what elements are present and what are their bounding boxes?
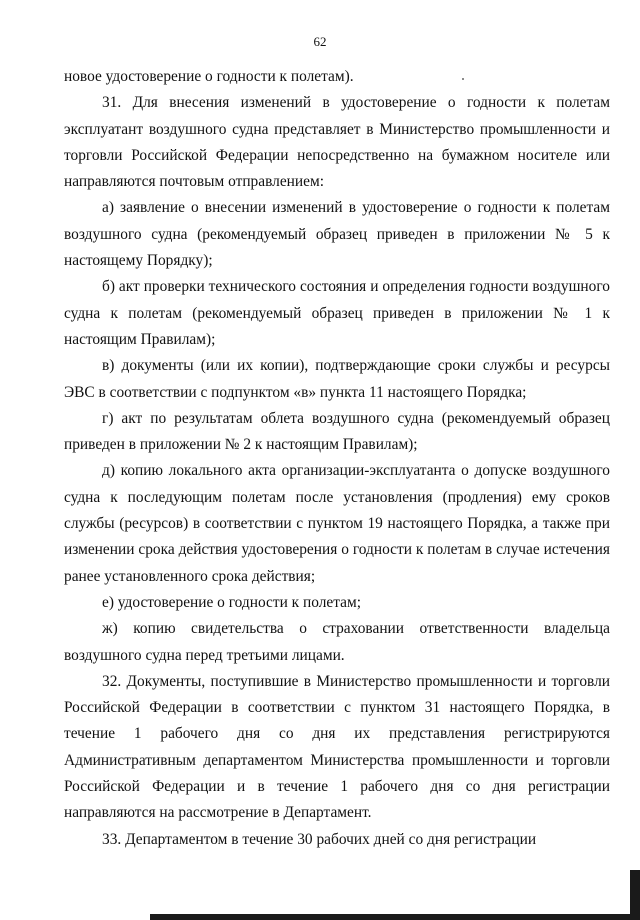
list-item-g: г) акт по результатам облета воздушного судна (рекомендуемый образец приведен в приложении № 2 к настоящим Правилам); — [64, 409, 610, 454]
page-number: 62 — [313, 34, 327, 49]
list-item-v: в) документы (или их копии), подтверждающие сроки службы и ресурсы ЭВС в соответствии с подпунктом «в» пункта 11 настоящего Порядка; — [64, 357, 610, 401]
list-item-d: д) копию локального акта организации-эксплуатанта о допуске воздушного судна к последующим полетам после установления (продления) ему сроков службы (ресурсов) в соответствии с пунктом 19 настоящего Порядка, а также при изменении срока действия удостоверения о годности к полетам в случае истечения ранее установленного срока действия; — [64, 462, 610, 585]
list-item-zh: ж) копию свидетельства о страховании ответственности владельца воздушного судна перед третьими лицами. — [64, 620, 610, 664]
paragraph-continuation: новое удостоверение о годности к полетам). — [64, 68, 354, 85]
paragraph-31: 31. Для внесения изменений в удостоверение о годности к полетам эксплуатант воздушного судна представляет в Министерство промышленности и торговли Российской Федерации непосредственно на бумажном носителе или направляются почтовым отправлением: — [64, 94, 610, 191]
scan-speck — [462, 78, 464, 80]
document-body — [64, 64, 610, 853]
list-item-e: е) удостоверение о годности к полетам; — [102, 593, 362, 611]
scan-shadow-bottom — [150, 914, 640, 920]
paragraph-33: 33. Департаментом в течение 30 рабочих дней со дня регистрации — [102, 830, 537, 848]
paragraph-32: 32. Документы, поступившие в Министерство промышленности и торговли Российской Федерации в соответствии с пунктом 31 настоящего Порядка, в течение 1 рабочего дня со дня их представления регистрируются Административным департаментом Министерства промышленности и торговли Российской Федерации и в течение 1 рабочего дня со дня регистрации направляются на рассмотрение в Департамент. — [64, 672, 610, 822]
scan-shadow-right — [630, 870, 640, 920]
list-item-b: б) акт проверки технического состояния и определения годности воздушного судна к полетам (рекомендуемый образец приведен в приложении № 1 к настоящим Правилам); — [64, 278, 610, 348]
list-item-a: а) заявление о внесении изменений в удостоверение о годности к полетам воздушного судна (рекомендуемый образец приведен в приложении № 5 к настоящему Порядку); — [64, 199, 610, 270]
